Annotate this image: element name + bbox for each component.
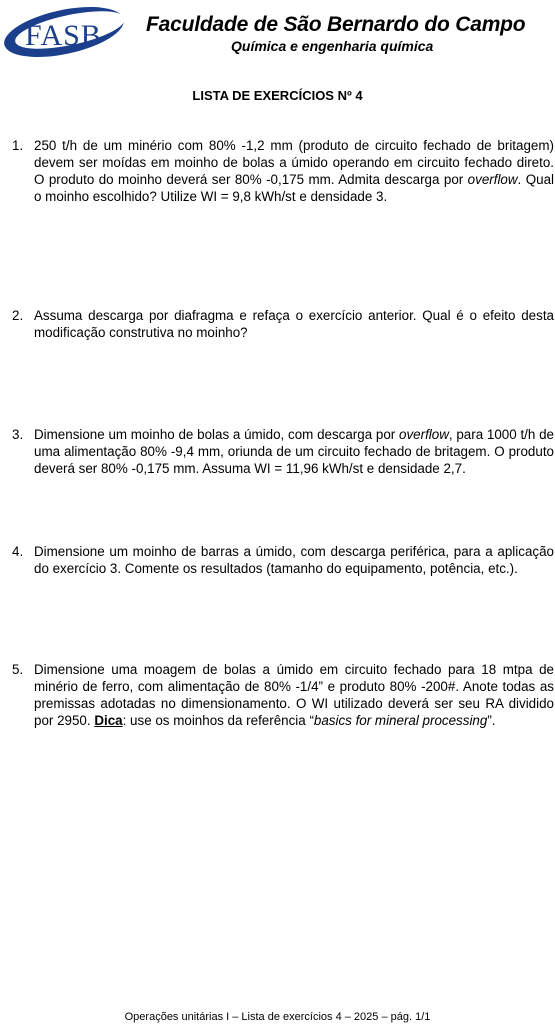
institution-subtitle: Química e engenharia química [231, 38, 434, 54]
exercise-number: 5. [12, 662, 24, 677]
exercise-1 [12, 137, 554, 205]
document-title: LISTA DE EXERCÍCIOS Nº 4 [192, 88, 363, 103]
exercise-number: 4. [12, 544, 24, 559]
exercise-number: 3. [12, 427, 24, 442]
page-footer: Operações unitárias I – Lista de exercícios 4 – 2025 – pág. 1/1 [124, 1011, 431, 1023]
exercise-number: 2. [12, 308, 24, 323]
exercise-5 [12, 661, 554, 729]
exercise-text: Assuma descarga por diafragma e refaça o exercício anterior. Qual é o efeito desta modificação construtiva no moinho? [34, 308, 554, 340]
exercise-text: Dimensione uma moagem de bolas a úmido em circuito fechado para 18 mtpa de minério de ferro, com alimentação de 80% -1/4” e produto 80% -200#. Anote todas as premissas adotadas no dimensionamento. O WI utilizado deverá ser seu RA dividido por 2950. Dica: use os moinhos da referência “basics for mineral processing”. [34, 662, 554, 728]
institution-name: Faculdade de São Bernardo do Campo [146, 13, 526, 36]
exercise-3 [12, 426, 554, 477]
exercise-4 [12, 543, 554, 577]
logo-text: FASB [25, 19, 102, 52]
exercise-text: Dimensione um moinho de bolas a úmido, com descarga por overflow, para 1000 t/h de uma alimentação 80% -9,4 mm, oriunda de um circuito fechado de britagem. O produto deverá ser 80% -0,175 mm. Assuma WI = 11,96 kWh/st e densidade 2,7. [34, 427, 554, 476]
fasb-logo [2, 0, 130, 58]
tip-label: Dica [94, 713, 123, 728]
exercise-text: 250 t/h de um minério com 80% -1,2 mm (produto de circuito fechado de britagem) devem ser moídas em moinho de bolas a úmido operando em circuito fechado direto. O produto do moinho deverá ser 80% -0,175 mm. Admita descarga por overflow. Qual o moinho escolhido? Utilize WI = 9,8 kWh/st e densidade 3. [34, 138, 554, 204]
exercise-number: 1. [12, 138, 24, 153]
exercise-text: Dimensione um moinho de barras a úmido, com descarga periférica, para a aplicação do exercício 3. Comente os resultados (tamanho do equipamento, potência, etc.). [34, 544, 554, 576]
exercise-2 [12, 307, 554, 341]
